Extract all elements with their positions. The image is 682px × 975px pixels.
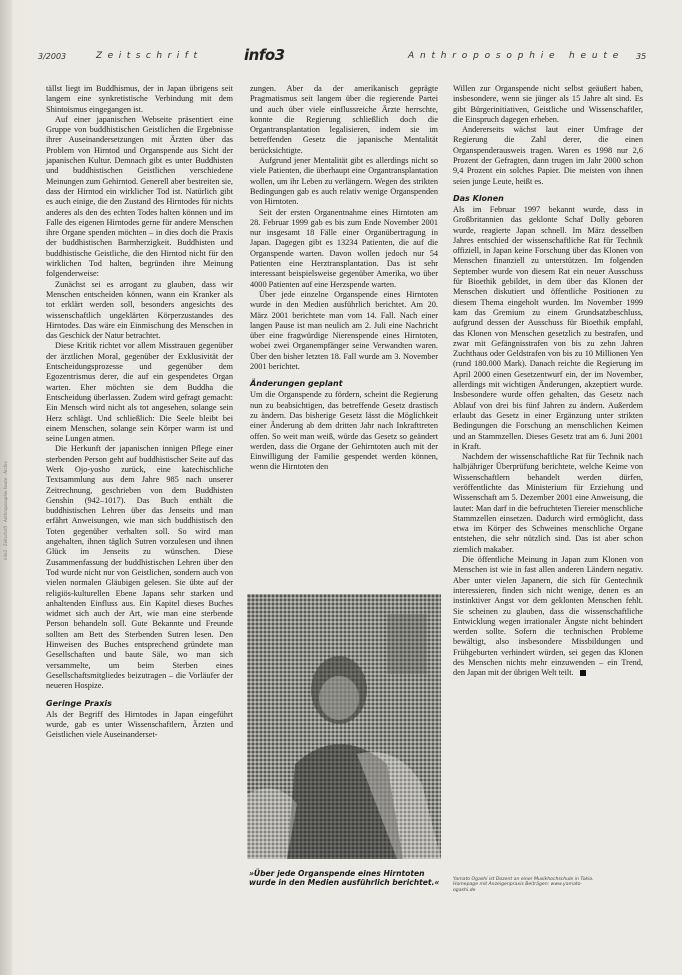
section-heading: Das Klonen xyxy=(453,193,504,203)
paragraph: Willen zur Organspende nicht selbst geäußert haben, insbesondere, wenn sie jünger als 15 Jahre alt sind. Es gibt Bürgerinitiativen, Geistliche und Wissenschaftler, die Einspruch dagegen erheben. xyxy=(453,84,643,124)
margin-note: info3 · Zeitschrift · Anthroposophie heute · Archiv xyxy=(3,461,8,560)
paragraph: Über jede einzelne Organspende eines Hirntoten wurde in den Medien ausführlich berichtet. Am 20. März 2001 berichtete man vom 14. Fall. Nach einer langen Pause ist man neulich am 2. Juli eine Nachricht über eine fragwürdige Nierenspende eines Hirntoten, wobei zwei Organempfänger seine Verwandten waren. Über den bisher letzten 18. Fall wurde am 3. November 2001 berichtet. xyxy=(250,289,438,372)
paragraph: Um die Organspende zu fördern, scheint die Regierung nun zu beabsichtigen, das betreffende Gesetz drastisch zu ändern. Das bisherige Gesetz lässt die Möglichkeit einer Änderung ab dem dritten Jahr nach Inkrafttreten offen. So weit man weiß, würde das Gesetz so geändert werden, dass die Organe der Gehirntoten auch mit der Einwilligung der Familie gespendet werden können, wenn die Hirntoten den xyxy=(250,390,438,472)
paragraph: Als der Begriff des Hirntodes in Japan eingeführt wurde, gab es unter Wissenschaftlern, Ärzten und Geistlichen viele Auseinanderset- xyxy=(46,709,233,740)
author-footnote: Yamato Ogashi ist Dozent an einer Musikhochschule in Tokio. Homepage mit Anzeigenpraxis Beiträgen: www.yamato-ogashi.de xyxy=(453,877,594,893)
paragraph: Auf einer japanischen Webseite präsentiert eine Gruppe von buddhistischen Geistlichen die Ergebnisse ihrer Auseinandersetzungen mit Ärzten über das Problem von Hirntod und Organspende aus Sicht der japanischen Kultur. Demnach gibt es unter Buddhisten und buddhistischen Geistlichen verschiedene Meinungen zum Gehirntod. Generell aber bestreiten sie, dass der Hirntod ein wirklicher Tod ist. Natürlich gibt es auch einige, die den Zustand des Hirntodes für nichts anderes als den des echten Todes halten können und im Falle des eigenen Hirntodes gerne für andere Menschen ihre Organe spenden möchten – in dies doch die Praxis der buddhistischen Barmherzigkeit. Buddhisten und buddhistische Geistliche, die den Hirntod nicht für den wirklichen Tod halten, begründen ihre Meinung folgenderweise: xyxy=(46,114,233,279)
paragraph: Zunächst sei es arrogant zu glauben, dass wir Menschen entscheiden können, wann ein Kranker als tot erklärt werden soll, besonders angesichts des wissenschaftlich ungeklärten Körperzustandes des Hirntodes. Das wäre ein Einmischung des Menschen in das Geschick der Natur betrachtet. xyxy=(46,279,233,341)
end-of-article-mark xyxy=(580,670,586,676)
issue-number: 3/2003 xyxy=(38,52,67,61)
paragraph: Nachdem der wissenschaftliche Rat für Technik nach halbjähriger Überprüfung berichtete, welche Keime von Wissenschaftlern behandelt werden dürfen, veröffentlichte das Ministerium für Erziehung und Wissenschaft am 5. Dezember 2001 eine Anweisung, die lautet: Man darf in die befruchteten Tiereier menschliche Stammzellen einsetzen. Dadurch wird ermöglicht, dass etwa im Körper des Schweines menschliche Organe entstehen, die sehr nützlich sind. Das ist aber schon ziemlich makaber. xyxy=(453,452,643,554)
paragraph: tällst liegt im Buddhismus, der in Japan übrigens seit langem eine synkretistische Verbindung mit dem Shintoismus eingegangen ist. xyxy=(46,84,233,114)
halftone-photo xyxy=(247,594,441,859)
magazine-logo: info3 xyxy=(244,46,285,64)
page-number: 35 xyxy=(636,52,647,61)
paragraph: Die öffentliche Meinung in Japan zum Klonen von Menschen ist wie in fast allen anderen Ländern negativ. Aber unter vielen Japanern, die sich für Gentechnik interessieren, finden sich nicht wenige, denen es an instinktiver Angst vor dem geklonten Menschen fehlt. Sie scheinen zu glauben, dass die wissenschaftliche Entwicklung wegen irrationaler Ängste nicht behindert werden sollte. Sofern die technischen Probleme bewältigt, also insbesondere Missbildungen und Frühgeburten verhindert würden, sei gegen das Klonen des Menschen nichts mehr einzuwenden – ein Trend, den Japan mit der übrigen Welt teilt. xyxy=(453,555,643,678)
paragraph: Diese Kritik richtet vor allem Misstrauen gegenüber der ärztlichen Moral, gegenüber der Exklusivität der Entscheidungsprozesse und gegenüber dem Egozentrismus derer, die auf ein gespendetes Organ warten. Eher möchten sie dem Buddha die Entscheidung überlassen. Zudem wird gefragt gemacht: Ein Mensch wird nicht als tot angesehen, solange sein Herz schlägt. Und schließlich: Die Seele bleibt bei einem Menschen, solange sein Körper warm ist und seine Lungen atmen. xyxy=(46,341,233,444)
section-heading: Geringe Praxis xyxy=(46,698,112,708)
section-heading: Änderungen geplant xyxy=(250,379,343,389)
page-header xyxy=(38,48,658,68)
header-zeitschrift: Zeitschrift xyxy=(96,51,203,61)
paragraph: Aufgrund jener Mentalität gibt es allerdings nicht so viele Patienten, die überhaupt eine Organtransplantation wollen, um ihr Leben zu verlängern. Wegen des strikten Bedingungen gab es auch relativ wenige Organspenden von Hirntoten. xyxy=(250,156,438,207)
paragraph: Seit der ersten Organentnahme eines Hirntoten am 28. Februar 1999 gab es bis zum Ende November 2001 nur insgesamt 18 Fälle einer Organübertragung in Japan. Dagegen gibt es 13234 Patienten, die auf die Organspende warten. Davon wollen jedoch nur 54 Patienten eine Herztransplantation. Das ist sehr interessant beispielsweise gegenüber Amerika, wo über 4000 Patienten auf eine Herzspende warten. xyxy=(250,207,438,289)
header-section: Anthroposophie heute xyxy=(408,51,625,61)
text-column-1 xyxy=(46,84,233,740)
text-column-3 xyxy=(453,84,643,679)
text-column-2 xyxy=(250,84,438,473)
paragraph: Als im Februar 1997 bekannt wurde, dass in Großbritannien das geklonte Schaf Dolly geboren wurde, reagierte Japan schnell. Im März desselben Jahres entschied der wissenschaftliche Rat für Technik offiziell, in Japan keine Forschung über das Klonen von Menschen finanziell zu unterstützen. Im folgenden September wurde von diesem Rat ein neuer Ausschuss für Bioethik gebildet, in dem über das Klonen der Menschen diskutiert und öffentliche Positionen zu diesem Thema eingeholt wurden. Im November 1999 kam das Gremium zu einem Grundsatzbeschluss, aufgrund dessen der Ausschuss für Bioethik empfahl, das Klonen von Menschen gesetzlich zu bestrafen, und zwar mit Gefängnisstrafen von bis zu zehn Jahren Zuchthaus oder Geldstrafen von bis zu 10 Millionen Yen (rund 180.000 Mark). Danach reichte die Regierung im April 2000 einen Gesetzentwurf ein, der im November, allerdings mit wichtigen Änderungen, akzeptiert wurde. Insbesondere wurde offen gehalten, das Gesetz nach Ablauf von drei bis fünf Jahren zu ändern. Außerdem erlaubt das Gesetz in einer Ergänzung unter strikten Bedingungen die Forschung an menschlichen Keimen und an Stammzellen. Dieses Gesetz trat am 6. Juni 2001 in Kraft. xyxy=(453,204,643,451)
paragraph: Die Herkunft der japanischen innigen Pflege einer sterbenden Person geht auf buddhistischer Seite auf das Werk Ojo-yosho zurück, eine katechischliche Textsammlung aus dem Jahre 985 nach unserer Zeitrechnung, geschrieben von dem Buddhisten Genshin (942–1017). Das Buch enthält die buddhistischen Lehren über das Jenseits und man erfährt Anweisungen, wie man sich buddhistisch den Toten gegenüber verhalten soll. So wird man angehalten, ihnen täglich Sutren vorzulesen und ihnen Glück im Jenseits zu wünschen. Diese Zusammenfassung der buddhistischen Lehren über den Tod wurde nicht nur von Geistlichen, sondern auch von vielen normalen Gläubigen gelesen. Sie übte auf der religiös-kulturellen Ebene Japans sehr starken und anhaltenden Einfluss aus. Ein Kapitel dieses Buches widmet sich auch der Art, wie man eine sterbende Person behandeln soll. Gute Bekannte und Freunde sollten am Bett des Sterbenden Sutren lesen. Den Hinweisen des Buches entsprechend gründete man Gesellschaften und baute Säle, wo man sich versammelte, um beim Sterben eines Gesellschaftsmitgliedes beizutragen – die Vorläufer der neueren Hospize. xyxy=(46,444,233,691)
photo-caption: »Über jede Organspende eines Hirntoten wurde in den Medien ausführlich berichtet.« xyxy=(249,869,440,888)
paragraph: Andererseits wächst laut einer Umfrage der Regierung die Zahl derer, die einen Organspenderausweis tragen. Waren es 1998 nur 2,6 Prozent der Gefragten, dann trugen im Jahr 2000 schon 9,4 Prozent ein solches Papier. Die meisten von ihnen seien junge Leute, heißt es. xyxy=(453,125,643,186)
paragraph: zungen. Aber da der amerikanisch geprägte Pragmatismus seit langem über die regierende Partei und auch über viele einflussreiche Ärzte herrschte, konnte die Regierung schließlich doch die Organtransplantation legalisieren, indem sie im betreffenden Gesetz die japanische Mentalität berücksichtigte. xyxy=(250,84,438,155)
photo-person-icon xyxy=(247,594,441,859)
